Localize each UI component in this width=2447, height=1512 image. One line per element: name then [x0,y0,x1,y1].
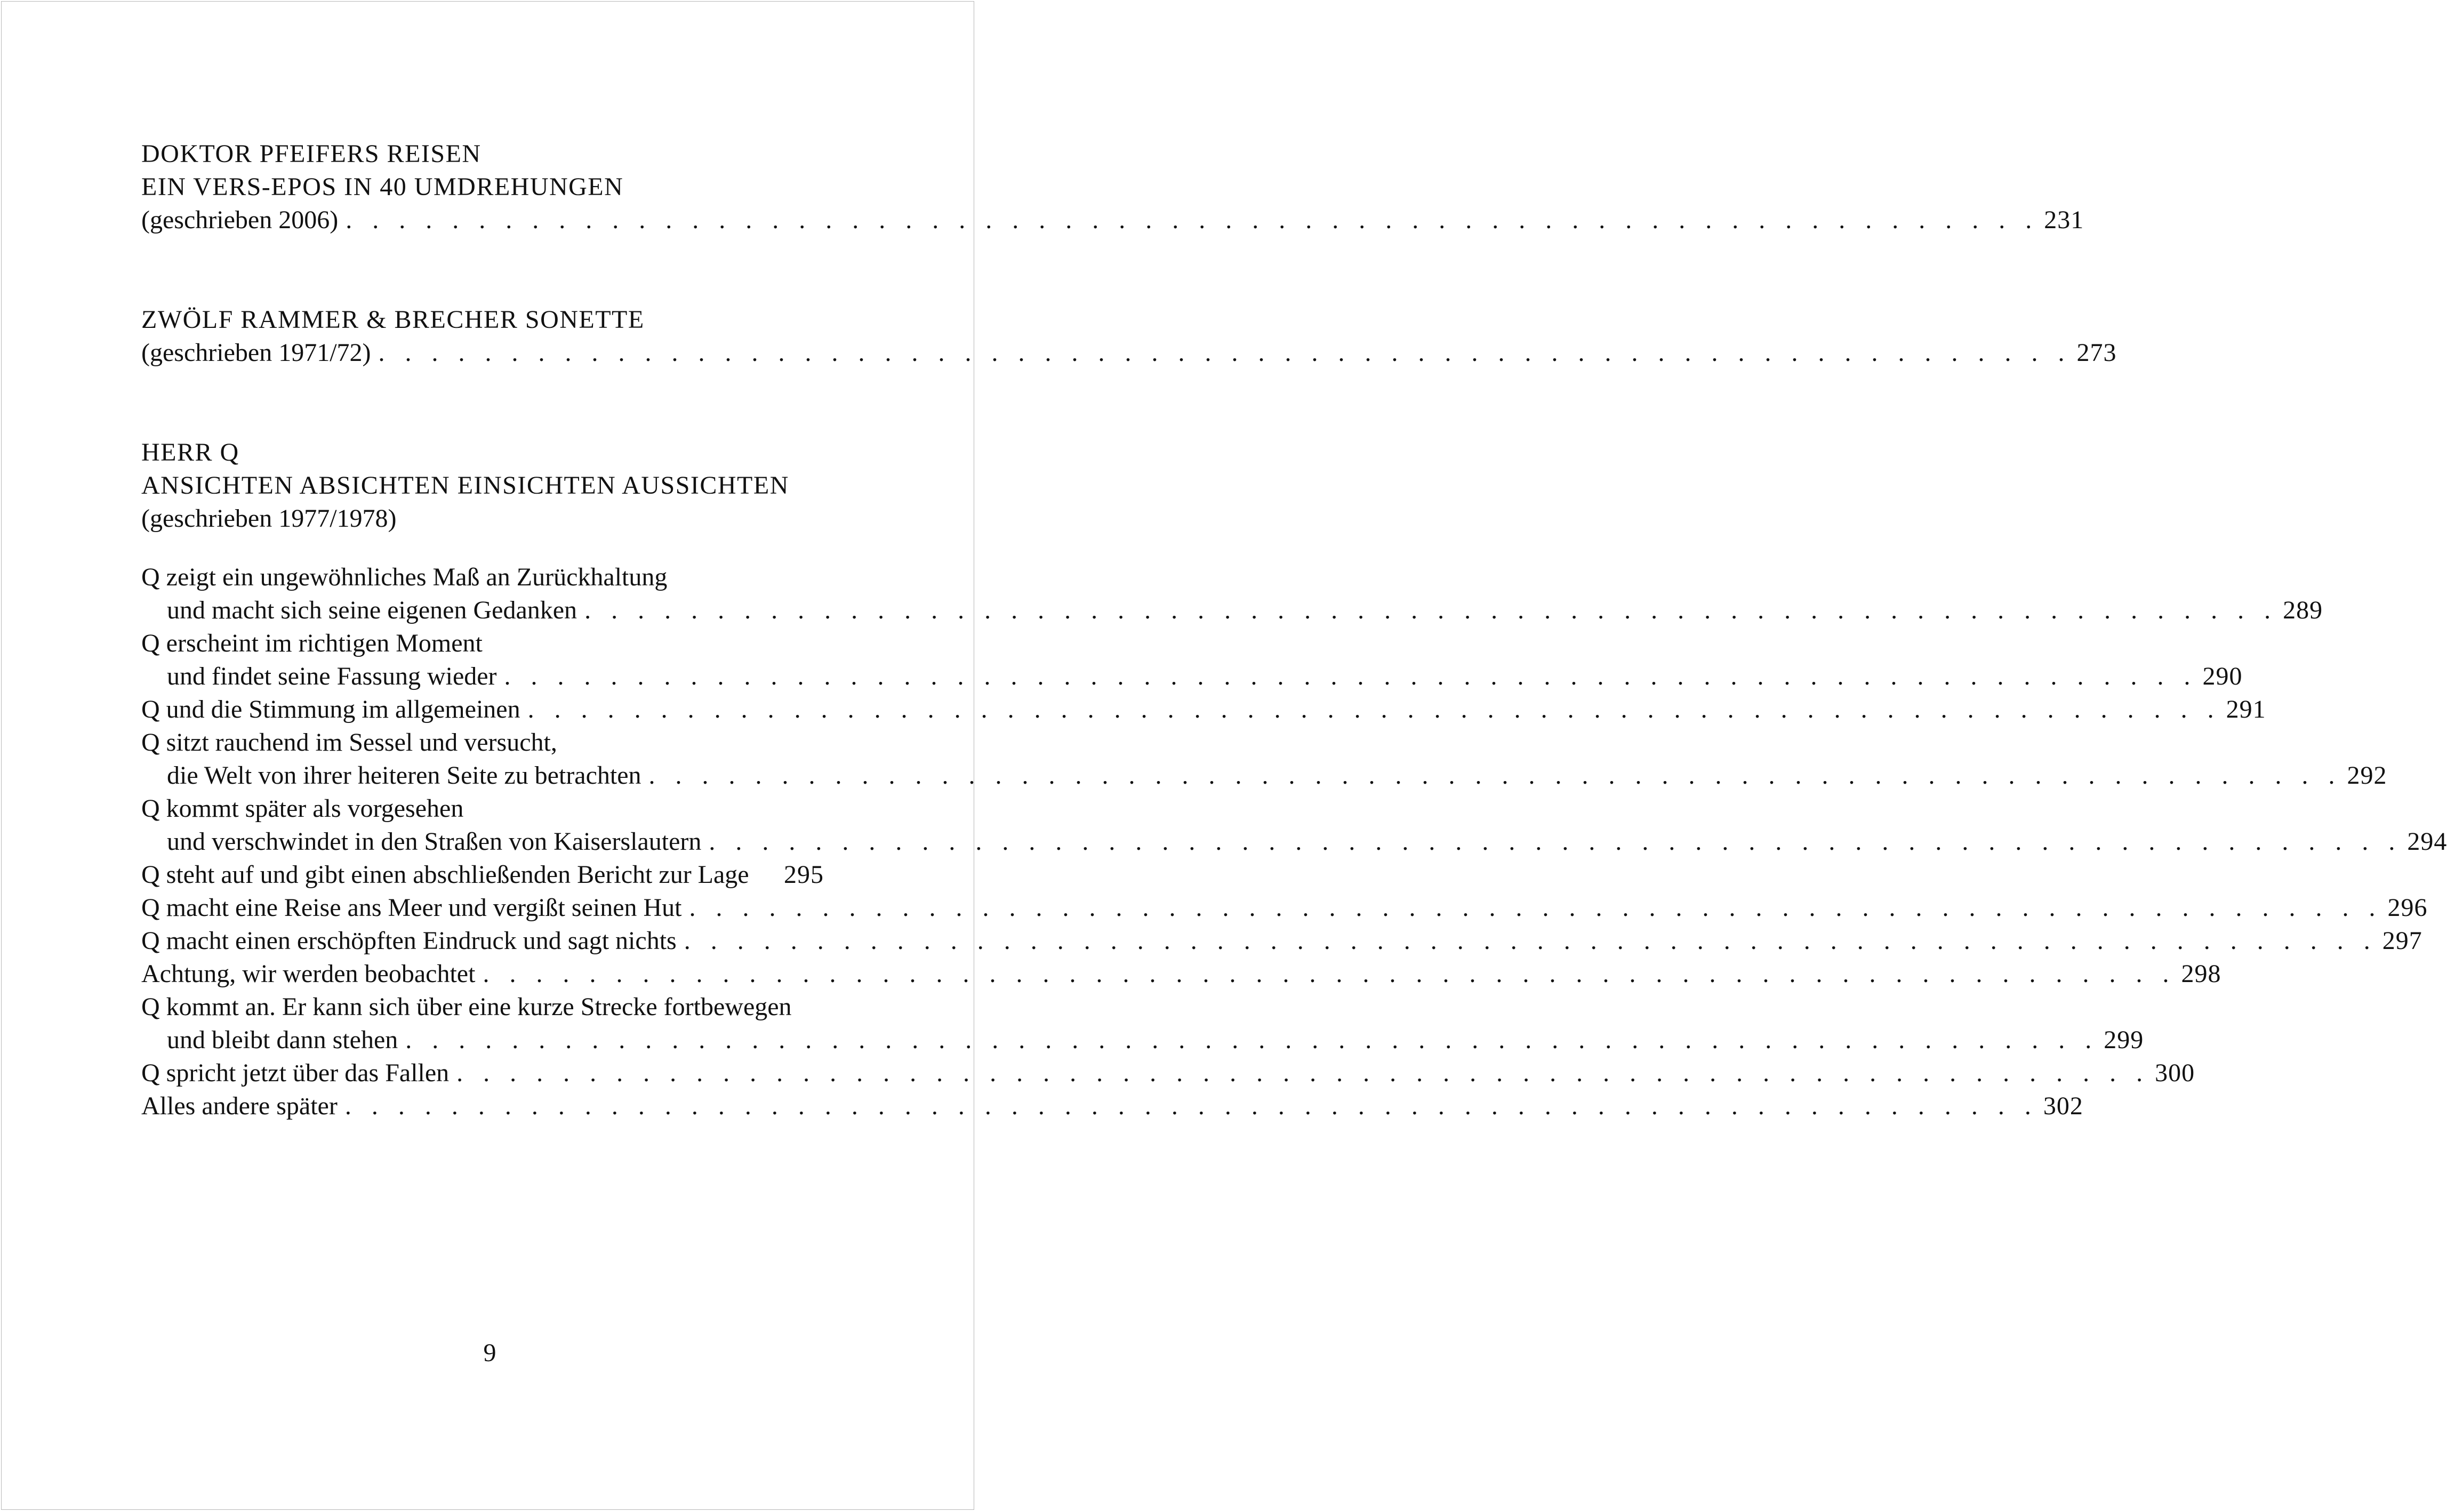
dot-leader: . . . . . . . . . . . . . . . . . . . . . . . . . . . . . . . . . . . . . . . . . . . . . . . . . . . . . . . . . . . . . . . . [346,206,2039,234]
section-title: HERR Q [141,438,239,467]
page-number: 290 [2202,662,2243,690]
toc-row [141,924,2422,958]
dot-leader: . . . . . . . . . . . . . . . . . . . . . . . . . . . . . . . . . . . . . . . . . . . . . . . . . . . . . . . . . . . . . . . . [483,960,2176,988]
entry-title-continued: und bleibt dann stehen [167,1026,398,1054]
section-subtitle: (geschrieben 2006) [141,206,339,234]
toc-row [141,204,2084,237]
toc-entry [141,991,2144,1057]
dot-leader: . . . . . . . . . . . . . . . . . . . . . . . . . . . . . . . . . . . . . . . . . . . . . . . . . . . . . . . . . . . . . . . . [456,1059,2150,1087]
toc-row [141,1024,2144,1057]
toc-entry [141,561,2323,627]
entry-title: Q zeigt ein ungewöhnliches Maß an Zurückhaltung [141,563,668,591]
page-number: 273 [2076,339,2117,367]
page-number: 292 [2347,761,2387,790]
toc-section [141,436,824,535]
entry-title-continued: die Welt von ihrer heiteren Seite zu betrachten [167,761,641,790]
section-subtitle: (geschrieben 1971/72) [141,339,371,367]
dot-leader: . . . . . . . . . . . . . . . . . . . . . . . . . . . . . . . . . . . . . . . . . . . . . . . . . . . . . . . . . . . . . . . . [684,927,2377,955]
book-page [1,1,2447,1510]
toc-row [141,1057,2195,1090]
dot-leader: . . . . . . . . . . . . . . . . . . . . . . . . . . . . . . . . . . . . . . . . . . . . . . . . . . . . . . . . . . . . . . . . [378,339,2072,367]
entry-title-continued: und verschwindet in den Straßen von Kaiserslautern [167,827,702,856]
page-number: 296 [2387,894,2428,922]
toc-entry [141,792,2447,858]
page-number: 291 [2226,695,2266,723]
page-number: 231 [2044,206,2084,234]
toc-entry [141,891,2428,924]
entry-title-continued: und macht sich seine eigenen Gedanken [167,596,577,624]
section-title: DOKTOR PFEIFERS REISEN [141,140,482,168]
toc-row [141,1090,2083,1123]
toc-entry [141,1057,2195,1090]
page-number: 300 [2155,1059,2195,1087]
section-title: ZWÖLF RAMMER & BRECHER SONETTE [141,305,645,334]
dot-leader: . . . . . . . . . . . . . . . . . . . . . . . . . . . . . . . . . . . . . . . . . . . . . . . . . . . . . . . . . . . . . . . . [405,1026,2099,1054]
toc-entry [141,1090,2083,1123]
toc-entry [141,726,2387,792]
toc-row [141,693,2266,726]
entry-title: Alles andere später [141,1092,338,1120]
toc-row [141,958,2221,991]
dot-leader: . . . . . . . . . . . . . . . . . . . . . . . . . . . . . . . . . . . . . . . . . . . . . . . . . . . . . . . . . . . . . . . . [527,695,2221,723]
entry-title-continued: und findet seine Fassung wieder [167,662,497,690]
toc-entry [141,958,2221,991]
section-title: EIN VERS-EPOS IN 40 UMDREHUNGEN [141,173,624,201]
page-number: 294 [2407,827,2447,856]
entry-title: Q steht auf und gibt einen abschließenden Bericht zur Lage [141,860,749,889]
page-folio-number: 9 [483,1339,496,1367]
toc-entry [141,858,824,891]
section-subtitle: (geschrieben 1977/1978) [141,504,397,533]
toc-entry [141,627,2243,693]
toc-row [141,336,2117,369]
toc-row [141,858,824,891]
toc-entry [141,693,2266,726]
toc-section [141,138,2084,237]
entry-title: Achtung, wir werden beobachtet [141,960,476,988]
dot-leader: . . . . . . . . . . . . . . . . . . . . . . . . . . . . . . . . . . . . . . . . . . . . . . . . . . . . . . . . . . . . . . . . [689,894,2382,922]
table-of-contents [141,138,2447,1123]
section-title: ANSICHTEN ABSICHTEN EINSICHTEN AUSSICHTEN [141,471,789,500]
toc-row [141,825,2447,858]
toc-entries [141,561,2447,1123]
entry-title: Q kommt später als vorgesehen [141,794,464,823]
page-number: 302 [2043,1092,2083,1120]
toc-row [141,594,2323,627]
page-number: 289 [2283,596,2323,624]
page-number: 295 [784,860,824,889]
page-number: 297 [2382,927,2422,955]
page-number: 299 [2104,1026,2144,1054]
dot-leader: . . . . . . . . . . . . . . . . . . . . . . . . . . . . . . . . . . . . . . . . . . . . . . . . . . . . . . . . . . . . . . . . [584,596,2278,624]
toc-row [141,660,2243,693]
entry-title: Q macht eine Reise ans Meer und vergißt seinen Hut [141,894,682,922]
entry-title: Q kommt an. Er kann sich über eine kurze Strecke fortbewegen [141,993,792,1021]
toc-row [141,759,2387,792]
entry-title: Q spricht jetzt über das Fallen [141,1059,450,1087]
toc-row [141,891,2428,924]
entry-title: Q und die Stimmung im allgemeinen [141,695,520,723]
dot-leader: . . . . . . . . . . . . . . . . . . . . . . . . . . . . . . . . . . . . . . . . . . . . . . . . . . . . . . . . . . . . . . . . [648,761,2342,790]
entry-title: Q sitzt rauchend im Sessel und versucht, [141,728,557,757]
entry-title: Q macht einen erschöpften Eindruck und sagt nichts [141,927,677,955]
toc-section [141,303,2117,369]
dot-leader: . . . . . . . . . . . . . . . . . . . . . . . . . . . . . . . . . . . . . . . . . . . . . . . . . . . . . . . . . . . . . . . . [504,662,2197,690]
toc-entry [141,924,2422,958]
entry-title: Q erscheint im richtigen Moment [141,629,483,657]
dot-leader: . . . . . . . . . . . . . . . . . . . . . . . . . . . . . . . . . . . . . . . . . . . . . . . . . . . . . . . . . . . . . . . . [344,1092,2038,1120]
page-number: 298 [2181,960,2221,988]
dot-leader: . . . . . . . . . . . . . . . . . . . . . . . . . . . . . . . . . . . . . . . . . . . . . . . . . . . . . . . . . . . . . . . . [709,827,2402,856]
